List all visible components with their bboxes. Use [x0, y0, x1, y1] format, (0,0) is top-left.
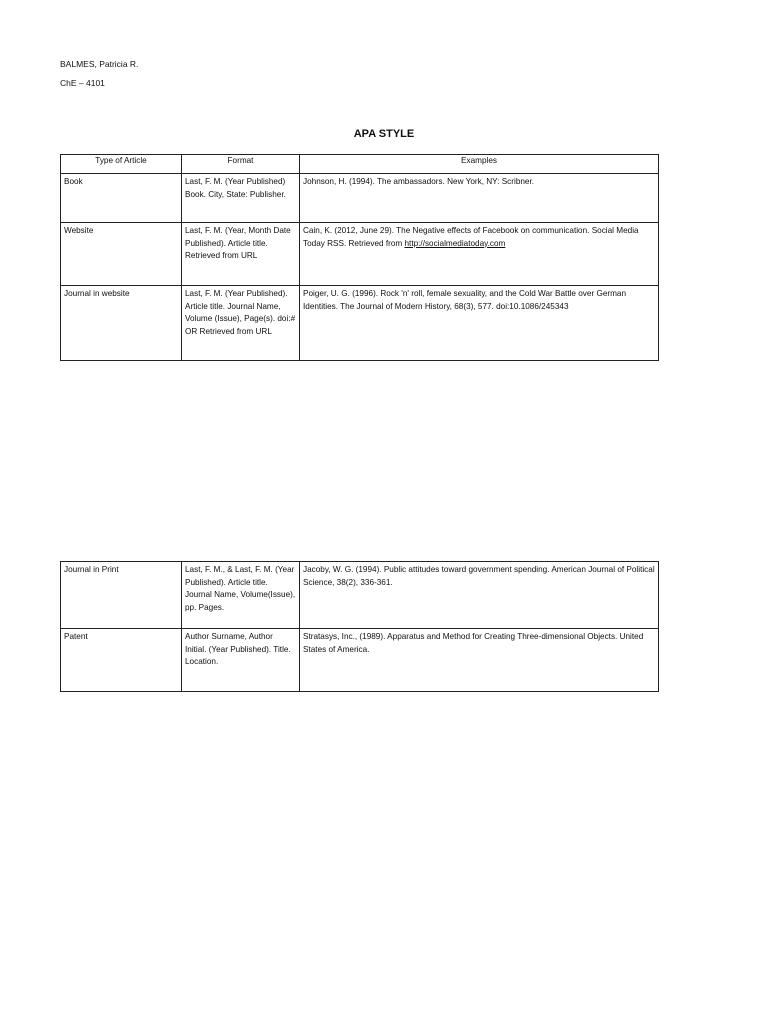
- example-cell: Poiger, U. G. (1996). Rock 'n' roll, female sexuality, and the Cold War Battle over German Identities. The Journal of Modern History, 68(3), 577. doi:10.1086/245343: [300, 286, 659, 361]
- example-text: Cain, K. (2012, June 29). The Negative effects of Facebook on communication. Social Media Today RSS. Retrieved from: [303, 226, 639, 248]
- table-row: [61, 174, 659, 223]
- article-type-cell: Book: [61, 174, 182, 223]
- course-code: ChE – 4101: [60, 78, 105, 88]
- table-header-row: [61, 155, 659, 174]
- format-cell: Last, F. M. (Year Published). Article title. Journal Name, Volume (Issue), Page(s). doi:# OR Retrieved from URL: [182, 286, 300, 361]
- example-cell: Stratasys, Inc., (1989). Apparatus and Method for Creating Three-dimensional Objects. United States of America.: [300, 629, 659, 692]
- format-cell: Author Surname, Author Initial. (Year Published). Title. Location.: [182, 629, 300, 692]
- format-cell: Last, F. M., & Last, F. M. (Year Published). Article title. Journal Name, Volume(Issue), pp. Pages.: [182, 562, 300, 629]
- apa-table-continued: [60, 561, 659, 692]
- column-header-format: Format: [182, 155, 300, 174]
- apa-table: [60, 154, 659, 361]
- column-header-examples: Examples: [300, 155, 659, 174]
- example-link[interactable]: http://socialmediatoday.com: [404, 238, 506, 248]
- article-type-cell: Patent: [61, 629, 182, 692]
- table-row: [61, 629, 659, 692]
- table-row: [61, 223, 659, 286]
- example-cell: Jacoby, W. G. (1994). Public attitudes toward government spending. American Journal of Political Science, 38(2), 336-361.: [300, 562, 659, 629]
- article-type-cell: Journal in Print: [61, 562, 182, 629]
- example-cell: Johnson, H. (1994). The ambassadors. New York, NY: Scribner.: [300, 174, 659, 223]
- table-row: [61, 286, 659, 361]
- article-type-cell: Journal in website: [61, 286, 182, 361]
- column-header-type: Type of Article: [61, 155, 182, 174]
- format-cell: Last, F. M. (Year Published) Book. City, State: Publisher.: [182, 174, 300, 223]
- page-title: APA STYLE: [353, 128, 415, 140]
- author-name: BALMES, Patricia R.: [60, 59, 139, 69]
- example-cell: [300, 223, 659, 286]
- article-type-cell: Website: [61, 223, 182, 286]
- format-cell: Last, F. M. (Year, Month Date Published). Article title. Retrieved from URL: [182, 223, 300, 286]
- table-row: [61, 562, 659, 629]
